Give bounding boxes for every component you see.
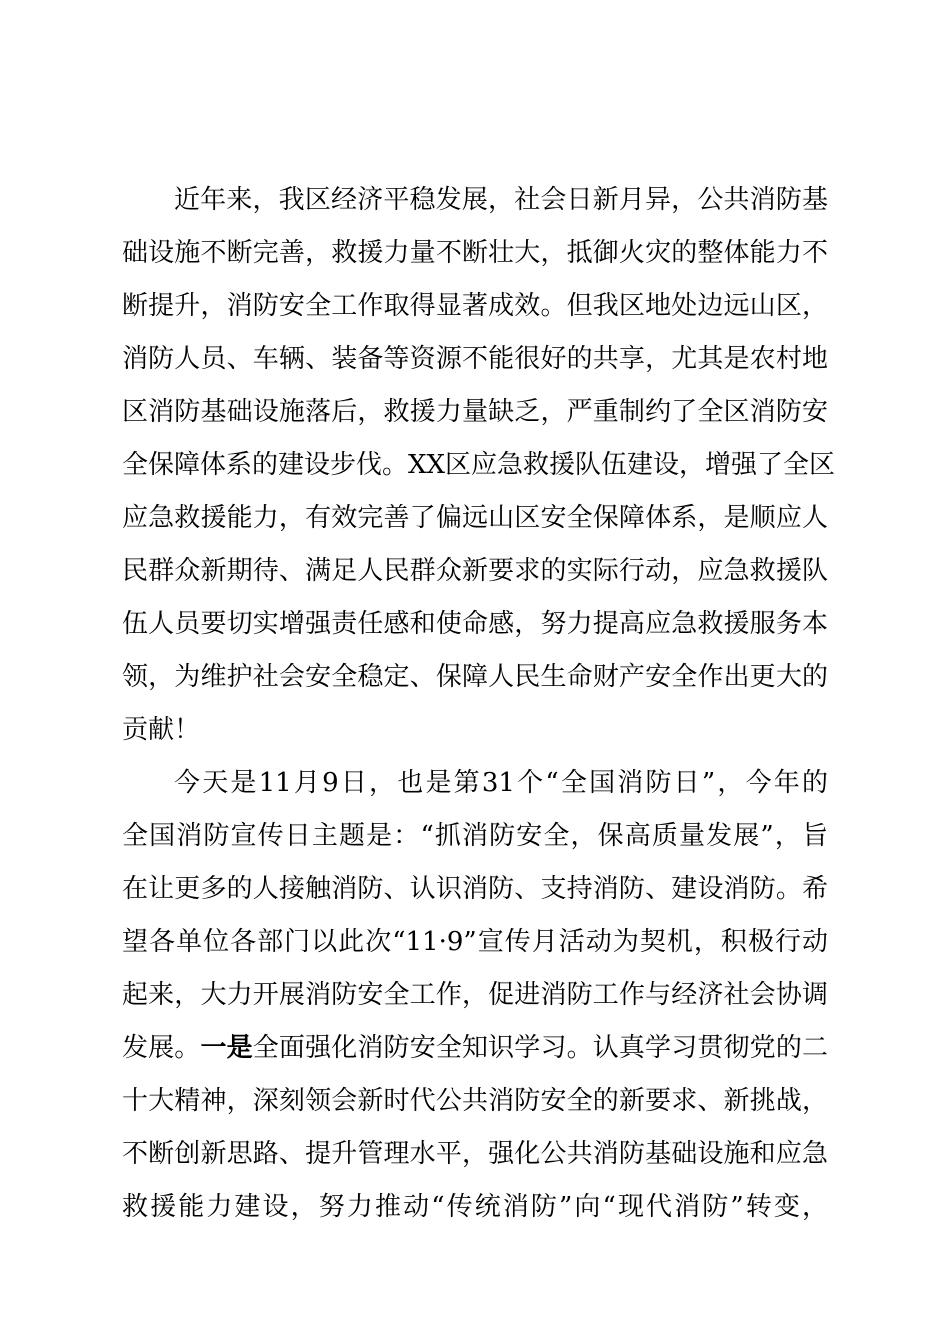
paragraph-2-line-5: 起来，大力开展消防安全工作，促进消防工作与经济社会协调 [122,980,828,1010]
paragraph-1-line-7: 应急救援能力，有效完善了偏远山区安全保障体系，是顺应人 [122,503,828,533]
paragraph-1-line-8: 民群众新期待、满足人民群众新要求的实际行动，应急救援队 [122,556,828,586]
paragraph-1-line-6: 全保障体系的建设步伐。XX区应急救援队伍建设，增强了全区 [122,450,836,480]
paragraph-2-line-1: 今天是11月9日，也是第31个“全国消防日”，今年的 [174,768,828,798]
paragraph-2-line-3: 在让更多的人接触消防、认识消防、支持消防、建设消防。希 [122,874,828,904]
paragraph-1-line-2: 础设施不断完善，救援力量不断壮大，抵御火灾的整体能力不 [122,238,828,268]
paragraph-1-line-11: 贡献！ [122,715,201,745]
paragraph-1-line-9: 伍人员要切实增强责任感和使命感，努力提高应急救援服务本 [122,609,828,639]
paragraph-2-line-4: 望各单位各部门以此次“11·9”宣传月活动为契机，积极行动 [122,927,828,957]
paragraph-2-line-2: 全国消防宣传日主题是：“抓消防安全，保高质量发展”，旨 [122,821,828,851]
paragraph-2-line-9: 救援能力建设，努力推动“传统消防”向“现代消防”转变， [122,1192,828,1222]
paragraph-1-line-5: 区消防基础设施落后，救援力量缺乏，严重制约了全区消防安 [122,397,828,427]
mixed-line-prefix: 发展。 [122,1033,201,1063]
paragraph-1-line-1: 近年来，我区经济平稳发展，社会日新月异，公共消防基 [174,185,828,215]
paragraph-2-line-6 [122,1028,828,1068]
paragraph-1-line-4: 消防人员、车辆、装备等资源不能很好的共享，尤其是农村地 [122,344,828,374]
paragraph-1-line-3: 断提升，消防安全工作取得显著成效。但我区地处边远山区， [122,291,828,321]
paragraph-2-line-7: 十大精神，深刻领会新时代公共消防安全的新要求、新挑战， [122,1086,828,1116]
mixed-line-suffix: 全面强化消防安全知识学习。认真学习贯彻党的二 [252,1033,828,1063]
paragraph-1-line-10: 领，为维护社会安全稳定、保障人民生命财产安全作出更大的 [122,662,828,692]
emphasis-first-point: 一是 [200,1033,253,1063]
paragraph-2-line-8: 不断创新思路、提升管理水平，强化公共消防基础设施和应急 [122,1139,828,1169]
